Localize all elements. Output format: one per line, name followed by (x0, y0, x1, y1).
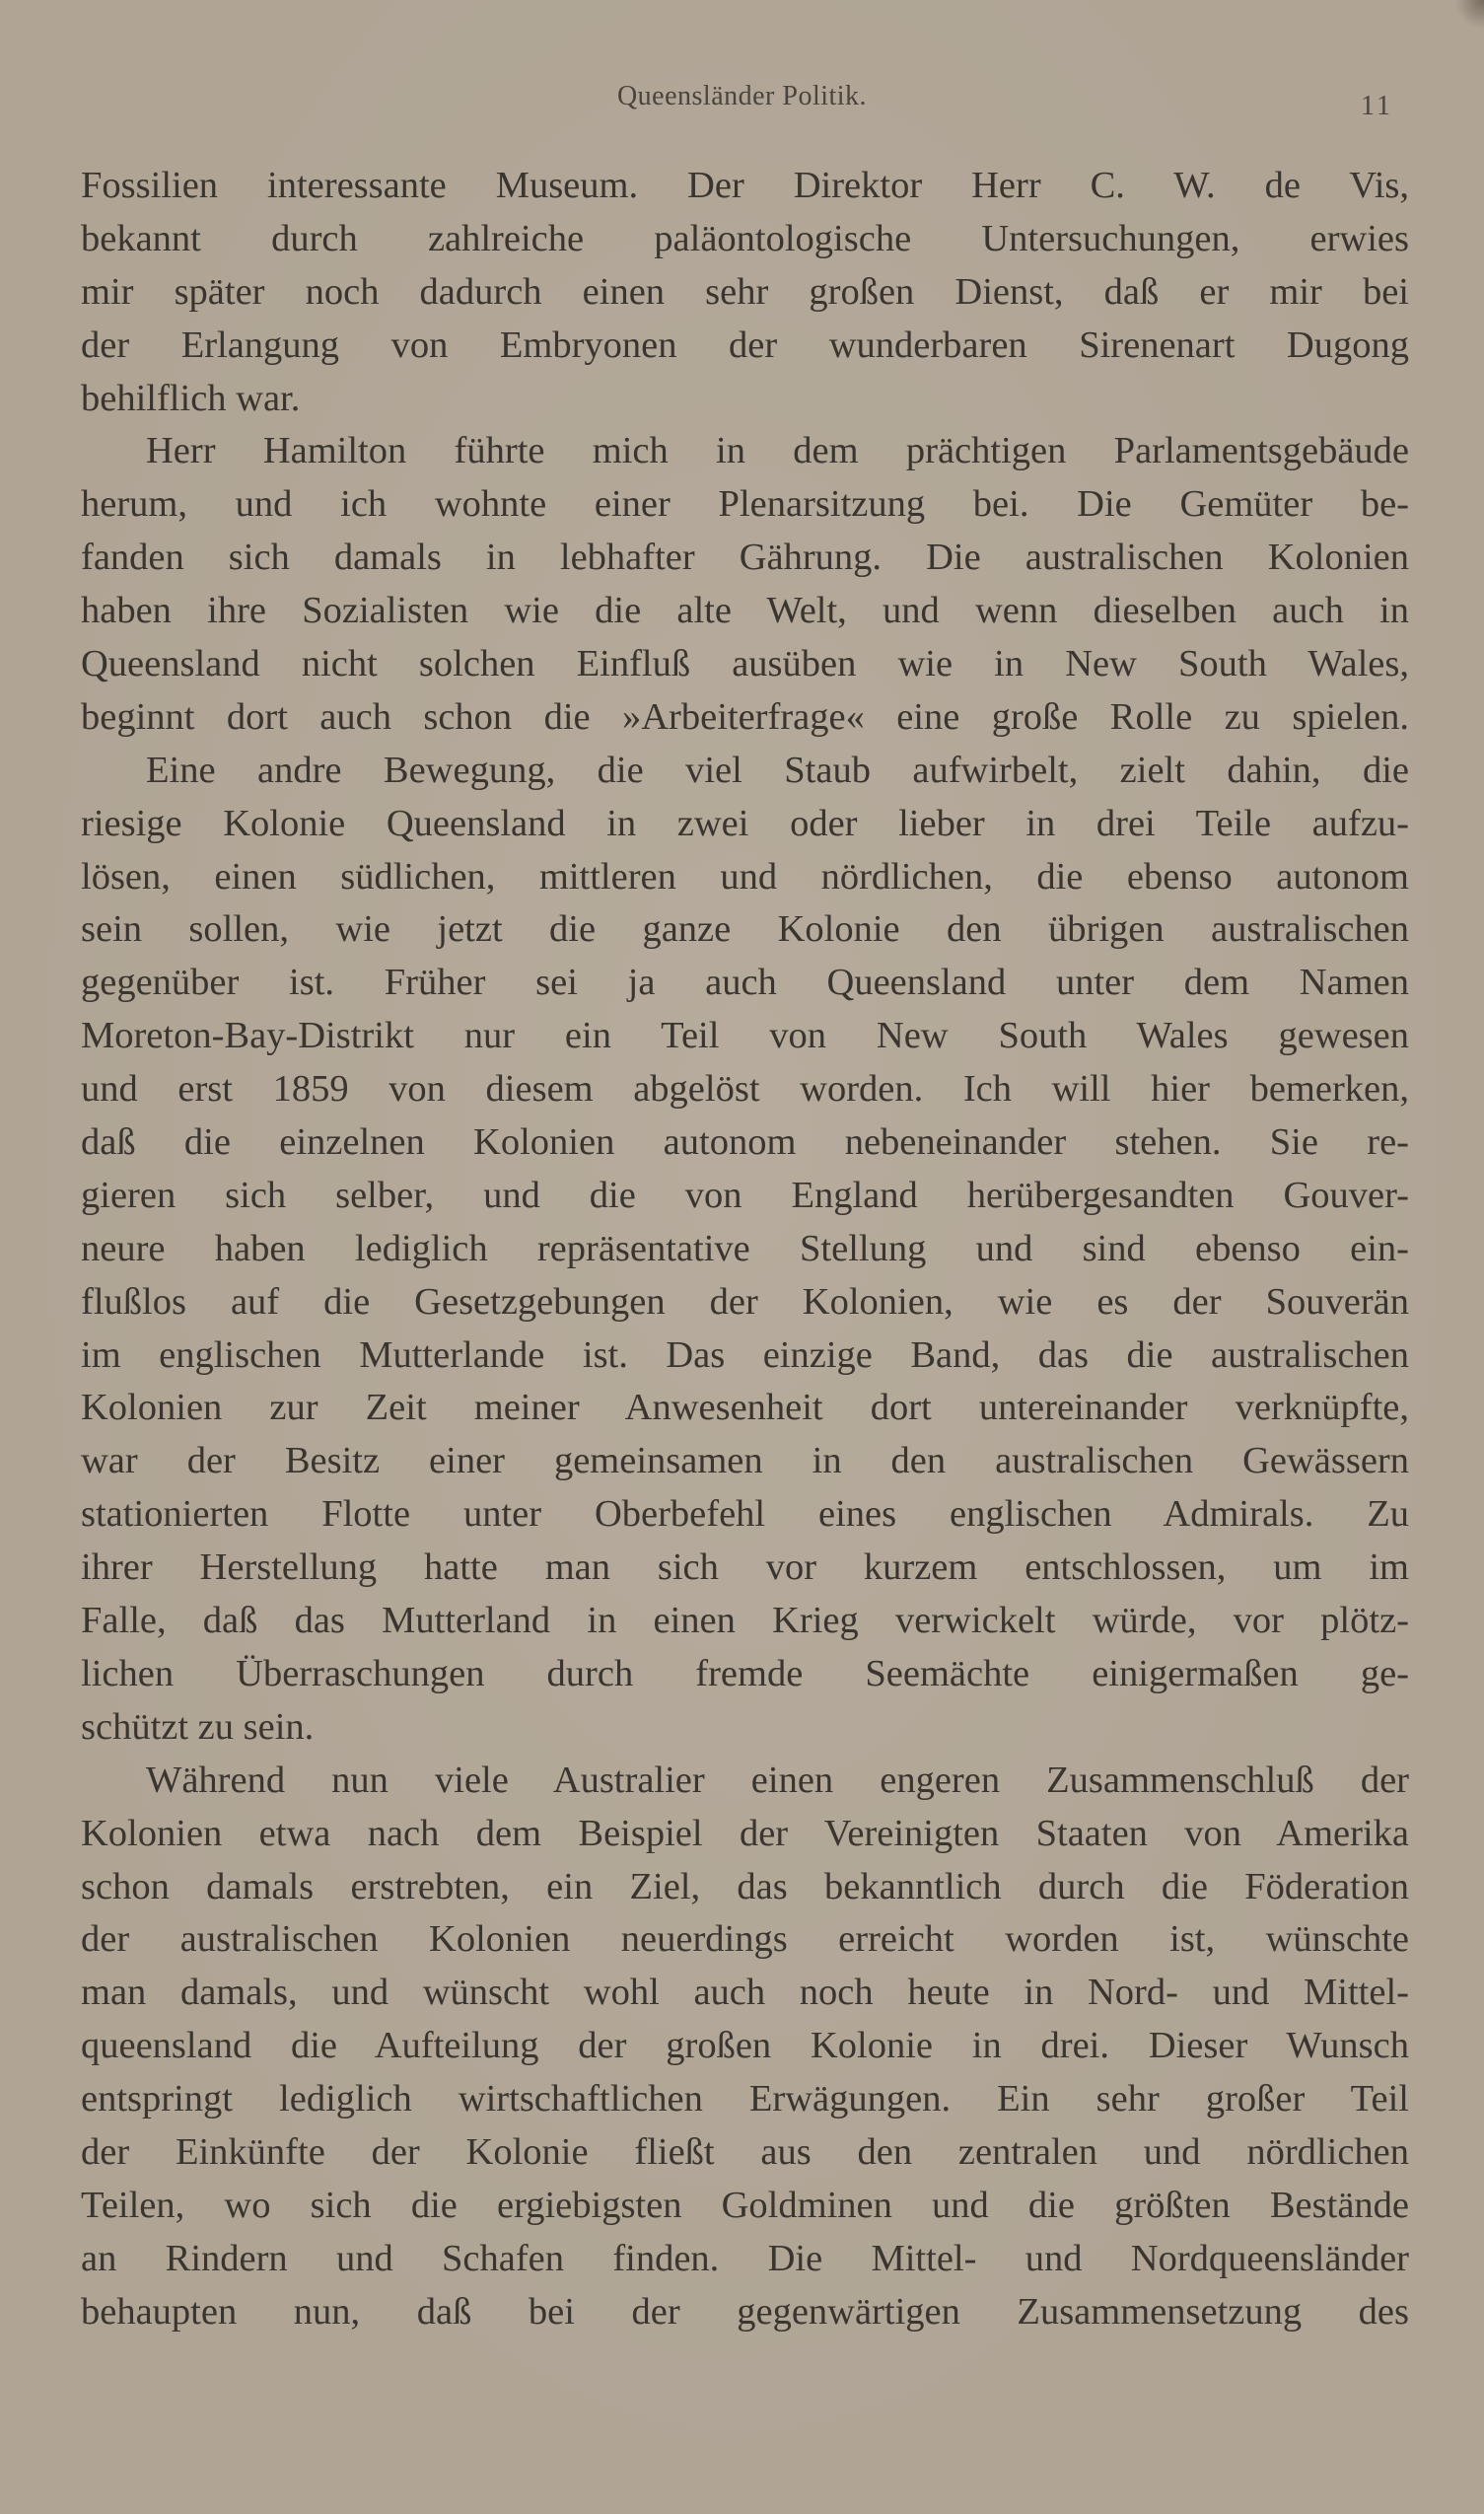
text-line: schon damals erstrebten, ein Ziel, das bekanntlich durch die Föderation (81, 1865, 1409, 1907)
text-line: man damals, und wünscht wohl auch noch heute in Nord- und Mittel- (81, 1972, 1409, 2014)
text-line: behilflich war. (81, 377, 301, 419)
text-line: Fossilien interessante Museum. Der Direktor Herr C. W. de Vis, (81, 165, 1409, 206)
text-line: Queensland nicht solchen Einfluß ausüben wie in New South Wales, (81, 643, 1409, 685)
text-line: im englischen Mutterlande ist. Das einzige Band, das die australischen (81, 1333, 1409, 1376)
text-line: gegenüber ist. Früher sei ja auch Queensland unter dem Namen (81, 962, 1409, 1004)
body-text (81, 160, 1409, 2339)
text-line: lichen Überraschungen durch fremde Seemächte einigermaßen ge- (81, 1652, 1409, 1694)
text-line: gieren sich selber, und die von England herübergesandten Gouver- (81, 1174, 1409, 1216)
text-line: der Erlangung von Embryonen der wunderbaren Sirenenart Dugong (81, 323, 1409, 366)
text-line: Während nun viele Australier einen engeren Zusammenschluß der (146, 1759, 1409, 1801)
page-number: 11 (1361, 91, 1393, 121)
paragraph-4 (81, 1755, 1409, 2339)
text-line: sein sollen, wie jetzt die ganze Kolonie den übrigen australischen (81, 908, 1409, 951)
text-line: beginnt dort auch schon die »Arbeiterfrage« eine große Rolle zu spielen. (81, 695, 1409, 738)
text-line: Kolonien zur Zeit meiner Anwesenheit dort untereinander verknüpfte, (81, 1387, 1409, 1429)
text-line: flußlos auf die Gesetzgebungen der Kolonien, wie es der Souverän (81, 1280, 1409, 1323)
running-header (0, 81, 1484, 120)
text-line: Teilen, wo sich die ergiebigsten Goldminen und die größten Bestände (81, 2184, 1409, 2226)
text-line: der Einkünfte der Kolonie fließt aus den zentralen und nördlichen (81, 2130, 1409, 2173)
text-line: entspringt lediglich wirtschaftlichen Erwägungen. Ein sehr großer Teil (81, 2078, 1409, 2120)
text-line: daß die einzelnen Kolonien autonom nebeneinander stehen. Sie re- (81, 1121, 1409, 1164)
paragraph-2 (81, 425, 1409, 744)
text-line: stationierten Flotte unter Oberbefehl eines englischen Admirals. Zu (81, 1493, 1409, 1536)
text-line: Falle, daß das Mutterland in einen Krieg verwickelt würde, vor plötz- (81, 1600, 1409, 1642)
text-line: behaupten nun, daß bei der gegenwärtigen Zusammensetzung des (81, 2290, 1409, 2333)
text-line: fanden sich damals in lebhafter Gährung. Die australischen Kolonien (81, 537, 1409, 579)
text-line: ihrer Herstellung hatte man sich vor kurzem entschlossen, um im (81, 1546, 1409, 1589)
running-title: Queensländer Politik. (616, 81, 868, 111)
text-line: haben ihre Sozialisten wie die alte Welt, und wenn dieselben auch in (81, 590, 1409, 632)
text-line: Kolonien etwa nach dem Beispiel der Vereinigten Staaten von Amerika (81, 1812, 1409, 1854)
paragraph-1 (81, 160, 1409, 425)
text-line: queensland die Aufteilung der großen Kolonie in drei. Dieser Wunsch (81, 2025, 1409, 2067)
text-line: und erst 1859 von diesem abgelöst worden. Ich will hier bemerken, (81, 1068, 1409, 1111)
text-line: der australischen Kolonien neuerdings erreicht worden ist, wünschte (81, 1918, 1409, 1961)
text-line: an Rindern und Schafen finden. Die Mittel- und Nordqueensländer (81, 2237, 1409, 2279)
text-line: Eine andre Bewegung, die viel Staub aufwirbelt, zielt dahin, die (146, 749, 1409, 791)
text-line: lösen, einen südlichen, mittleren und nördlichen, die ebenso autonom (81, 855, 1409, 898)
text-line: bekannt durch zahlreiche paläontologische Untersuchungen, erwies (81, 217, 1409, 259)
text-line: Moreton-Bay-Distrikt nur ein Teil von New South Wales gewesen (81, 1015, 1409, 1057)
text-line: war der Besitz einer gemeinsamen in den australischen Gewässern (81, 1440, 1409, 1482)
paragraph-3 (81, 745, 1409, 1755)
text-line: schützt zu sein. (81, 1705, 315, 1748)
text-line: neure haben lediglich repräsentative Stellung und sind ebenso ein- (81, 1227, 1409, 1269)
text-line: mir später noch dadurch einen sehr großen Dienst, daß er mir bei (81, 270, 1409, 313)
text-line: herum, und ich wohnte einer Plenarsitzung bei. Die Gemüter be- (81, 483, 1409, 526)
text-line: riesige Kolonie Queensland in zwei oder lieber in drei Teile aufzu- (81, 802, 1409, 844)
page-corner-shadow (1454, 0, 1484, 30)
text-line: Herr Hamilton führte mich in dem prächtigen Parlamentsgebäude (146, 430, 1409, 472)
